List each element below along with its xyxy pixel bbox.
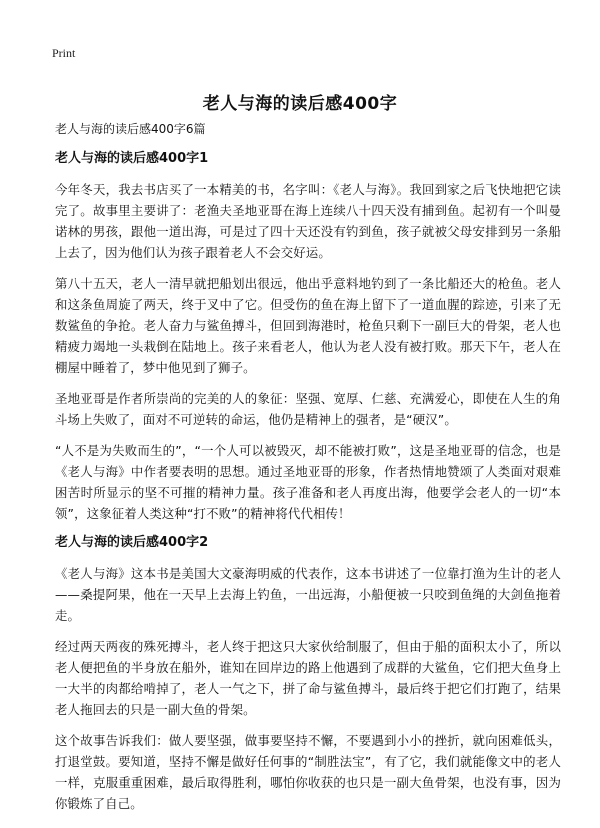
section-heading: 老人与海的读后感400字2 [55, 535, 209, 550]
paragraph: 今年冬天，我去书店买了一本精美的书，名字叫：《老人与海》。我回到家之后飞快地把它读完了。故事里主要讲了：老渔夫圣地亚哥在海上连续八十四天没有捕到鱼。起初有一个叫曼诺林的男孩，跟他一道出海，可是过了四十天还没有钓到鱼，孩子就被父母安排到另一条船上去了，因为他们认为孩子跟着老人不会交好运。 [55, 182, 561, 260]
section-2 [55, 534, 561, 814]
paragraph: 圣地亚哥是作者所崇尚的完美的人的象征：坚强、宽厚、仁慈、充满爱心，即使在人生的角斗场上失败了，面对不可逆转的命运，他仍是精神上的强者，是“硬汉”。 [55, 391, 561, 427]
paragraph: “人不是为失败而生的”，“一个人可以被毁灭，却不能被打败”，这是圣地亚哥的信念，也是《老人与海》中作者要表明的思想。通过圣地亚哥的形象，作者热情地赞颂了人类面对艰难困苦时所显示的坚不可摧的精神力量。孩子准备和老人再度出海，他要学会老人的一切“本领”，这象征着人类这种“打不败”的精神将代代相传！ [55, 443, 561, 521]
paragraph: 《老人与海》这本书是美国大文豪海明威的代表作，这本书讲述了一位靠打渔为生计的老人——桑提阿果，他在一天早上去海上钓鱼，一出远海，小船便被一只咬到鱼绳的大剑鱼拖着走。 [55, 566, 561, 623]
document-subtitle: 老人与海的读后感400字6篇 [55, 122, 206, 136]
section-1 [55, 150, 561, 524]
paragraph: 第八十五天，老人一清早就把船划出很远，他出乎意料地钓到了一条比船还大的枪鱼。老人和这条鱼周旋了两天，终于叉中了它。但受伤的鱼在海上留下了一道血腥的踪迹，引来了无数鲨鱼的争抢。老人奋力与鲨鱼搏斗，但回到海港时，枪鱼只剩下一副巨大的骨架，老人也精疲力竭地一头栽倒在陆地上。孩子来看老人，他认为老人没有被打败。那天下午，老人在棚屋中睡着了，梦中他见到了狮子。 [55, 276, 561, 375]
document-body [55, 120, 561, 824]
section-heading: 老人与海的读后感400字1 [55, 151, 209, 166]
paragraph: 这个故事告诉我们：做人要坚强，做事要坚持不懈，不要遇到小小的挫折，就向困难低头，打退堂鼓。要知道，坚持不懈是做好任何事的“制胜法宝”，有了它，我们就能像文中的老人一样，克服重重困难，最后取得胜利，哪怕你收获的也只是一副大鱼骨架，也没有事，因为你锻炼了自己。 [55, 733, 561, 811]
print-label: Print [52, 46, 76, 60]
paragraph: 经过两天两夜的殊死搏斗，老人终于把这只大家伙给制服了，但由于船的面积太小了，所以老人便把鱼的半身放在船外，谁知在回岸边的路上他遇到了成群的大鲨鱼，它们把大鱼身上一大半的肉都给啃掉了，老人一气之下，拼了命与鲨鱼搏斗，最后终于把它们打跑了，结果老人拖回去的只是一副大鱼的骨架。 [55, 639, 561, 717]
page-title: 老人与海的读后感400字 [202, 94, 398, 115]
